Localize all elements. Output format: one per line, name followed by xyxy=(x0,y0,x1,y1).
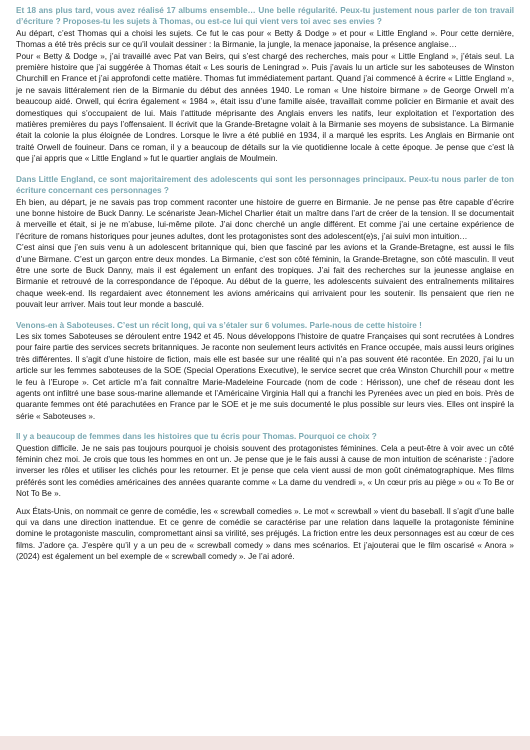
answer-4-paragraph-2: Aux États-Unis, on nommait ce genre de comédie, les « screwball comedies ». Le mot « screwball » vient du baseball. Il s’agit d’une balle qui va dans une direction inattendue. Et ce genre de comédie se caractérise par une relation dans laquelle la protagoniste féminine domine le protagoniste masculin, compromettant ainsi sa virilité, ses préjugés. La friction entre les deux personnages est au cœur de ces films. J’adore ça. J’espère qu’il y a un peu de « screwball comedy » dans mes scénarios. Et j’ajouterai que le film oscarisé « Anora » (2024) est également un bel exemple de « screwball comedy ». Je l’ai adoré. xyxy=(16,506,514,562)
answer-4-paragraph-1: Question difficile. Je ne sais pas toujours pourquoi je choisis souvent des protagonistes féminines. Cela a peut-être à voir avec un côté féminin chez moi. Je crois que tous les hommes en ont un. Je pense que je le fais aussi à cause de mon intuition de scénariste : j’adore inverser les rôles et utiliser les clichés pour les retourner. Et je pense que cela vient aussi de mon goût cinématographique. Mes films préférés sont les comédies américaines des années quarante comme « La dame du vendredi », « Un cœur pris au piège » ou « To Be or Not To Be ». xyxy=(16,443,514,499)
question-3: Venons-en à Saboteuses. C’est un récit long, qui va s’étaler sur 6 volumes. Parle-nous de cette histoire ! xyxy=(16,320,422,330)
question-2: Dans Little England, ce sont majoritairement des adolescents qui sont les personnages principaux. Peux-tu nous parler de ton écriture concernant ces personnages ? xyxy=(16,174,514,196)
answer-2-paragraph-2: C’est ainsi que j’en suis venu à un adolescent britannique qui, bien que fasciné par les avions et la Grande-Bretagne, est aussi le fils d’une Birmane. C’est un garçon entre deux mondes. La Birmanie, c’est son côté féminin, la Grande-Bretagne, son côté masculin. Il veut être une sorte de Buck Danny, mais il est également un enfant des tropiques. J’ai fait des recherches sur la jeunesse anglaise en Birmanie et retrouvé de la correspondance de l’époque. Au début de la guerre, les adolescents suivaient des entraînements militaires chaque week-end. Ils regardaient avec étonnement les avions américains qui arrivaient pour les soutenir. Ils pensaient que rien ne pouvait leur arriver. Mais tout leur monde a basculé. xyxy=(16,243,514,310)
footer-band xyxy=(0,736,530,750)
answer-2-paragraph-1: Eh bien, au départ, je ne savais pas trop comment raconter une histoire de guerre en Birmanie. Je ne pense pas être capable d’écrire une bonne histoire de Buck Danny. Le scénariste Jean-Michel Charlier était un maître dans l’art de créer de la tension. Il se documentait à merveille et était, si je ne m’abuse, lui-même pilote. J’ai donc cherché un angle différent. Et comme j’ai une certaine expérience de l’écriture de romans historiques pour jeunes adultes, dont les protagonistes sont des adolescent(e)s, j’ai suivi mon intuition… xyxy=(16,197,514,241)
question-1: Et 18 ans plus tard, vous avez réalisé 17 albums ensemble… Une belle régularité. Peux-tu justement nous parler de ton travail d’écriture ? Proposes-tu les sujets à Thomas, ou est-ce lui qui vient vers toi avec ses envies ? xyxy=(16,6,514,27)
answer-1-paragraph-1: Au départ, c’est Thomas qui a choisi les sujets. Ce fut le cas pour « Betty & Dodge » et pour « Little England ». Pour cette dernière, Thomas a été très précis sur ce qu’il voulait dessiner : la Birmanie, la jungle, la menace japonaise, la présence anglaise… xyxy=(16,28,514,50)
question-4: Il y a beaucoup de femmes dans les histoires que tu écris pour Thomas. Pourquoi ce choix ? xyxy=(16,432,377,442)
answer-3-paragraph-1: Les six tomes Saboteuses se déroulent entre 1942 et 45. Nous développons l’histoire de quatre Françaises qui sont recrutées à Londres pour faire partie des services secrets britanniques. Je raconte non seulement leurs activités en France occupée, mais aussi leurs origines très différentes. Il s’agit d’une histoire de fiction, mais elle est basée sur une réalité qui n’a pas souvent été racontée. En 2020, j’ai lu un article sur les femmes saboteuses de la SOE (Special Operations Executive), le service secret que créa Winston Churchill pour « mettre le feu à l’Europe ». Cet article m’a fait connaître Marie-Madeleine Fourcade (nom de code : Hérisson), une chef de réseau dont les agents ont infiltré une base sous-marine allemande et l’Américaine Virginia Hall qui a franchi les Pyrenées avec un pied en bois. Près de quarante femmes ont été parachutées en France par le SOE et je me suis documenté le plus possible sur leurs vies. Elles ont inspiré la série « Saboteuses ». xyxy=(16,331,514,421)
answer-1-paragraph-2: Pour « Betty & Dodge », j’ai travaillé avec Pat van Beirs, qui s’est chargé des recherches, mais pour « Little England », j’étais seul. La première histoire que j’ai suggérée à Thomas était « Les souris de Leningrad ». Puis j’avais lu un article sur les saboteuses de Winston Churchill en France et j’ai approfondi cette matière. Thomas fut immédiatement partant. Quand j’ai commencé à écrire « Little England », je ne savais littéralement rien de la Birmanie du début des années 1940. Le roman « Une histoire birmane » de George Orwell m’a beaucoup aidé. Orwell, qui écrira également « 1984 », était issu d’une famille aisée, travaillait comme policier en Birmanie et avait des domestiques qui s’occupaient de lui. Mais l’attitude méprisante des Anglais envers les natifs, leur exploitation et l’exportation des matières premières du pays l’offensaient. Il écrivit que la Grande-Bretagne volait à la Birmanie ses moyens de subsistance. La Birmanie était la colonie la plus éloignée de Londres. Lorsque le livre a été publié en 1934, il a marqué les esprits. Les Anglais en Birmanie ont traité Orwell de fouineur. Dans ce roman, il y a beaucoup de détails sur la vie quotidienne locale à cette époque. Je pense que c’est là que j’ai appris que « Little England » fut le quartier anglais de Moulmein. xyxy=(16,51,514,164)
